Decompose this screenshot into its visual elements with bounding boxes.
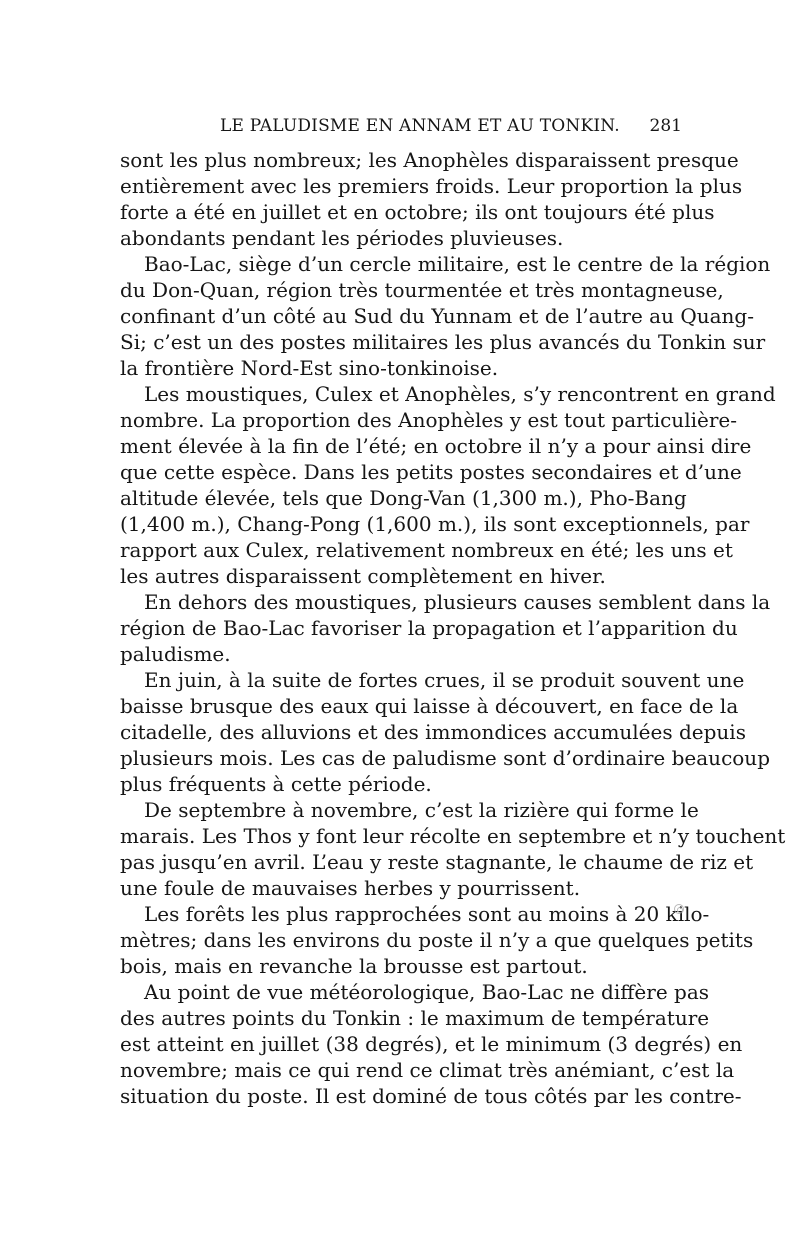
text-line-27: marais. Les Thos y font leur récolte en septembre et n’y touchent xyxy=(120,824,786,848)
text-line-30: Les forêts les plus rapprochées sont au moins à 20 kilo- xyxy=(144,902,710,926)
text-line-18: En dehors des moustiques, plusieurs causes semblent dans la xyxy=(144,590,771,614)
text-line-24: plusieurs mois. Les cas de paludisme sont d’ordinaire beaucoup xyxy=(120,746,770,770)
text-line-14: altitude élevée, tels que Dong-Van (1,300 m.), Pho-Bang xyxy=(120,486,687,510)
page-number: 281 xyxy=(649,116,682,136)
text-line-25: plus fréquents à cette période. xyxy=(120,772,432,796)
text-line-10: Les moustiques, Culex et Anophèles, s’y rencontrent en grand xyxy=(144,382,776,406)
text-line-7: confinant d’un côté au Sud du Yunnam et de l’autre au Quang- xyxy=(120,304,754,328)
text-line-13: que cette espèce. Dans les petits postes secondaires et d’une xyxy=(120,460,742,484)
text-line-17: les autres disparaissent complètement en hiver. xyxy=(120,564,606,588)
text-line-37: situation du poste. Il est dominé de tous côtés par les contre- xyxy=(120,1084,742,1108)
text-line-23: citadelle, des alluvions et des immondices accumulées depuis xyxy=(120,720,746,744)
text-line-9: la frontière Nord-Est sino-tonkinoise. xyxy=(120,356,499,380)
text-line-34: des autres points du Tonkin : le maximum de température xyxy=(120,1006,710,1030)
text-line-4: abondants pendant les périodes pluvieuses. xyxy=(120,226,564,250)
text-line-6: du Don-Quan, région très tourmentée et très montagneuse, xyxy=(120,278,724,302)
text-line-35: est atteint en juillet (38 degrés), et le minimum (3 degrés) en xyxy=(120,1032,743,1056)
text-line-11: nombre. La proportion des Anophèles y est tout particulière- xyxy=(120,408,737,432)
text-line-20: paludisme. xyxy=(120,642,231,666)
text-line-21: En juin, à la suite de fortes crues, il se produit souvent une xyxy=(144,668,745,692)
text-line-1: sont les plus nombreux; les Anophèles disparaissent presque xyxy=(120,148,739,172)
body-text xyxy=(120,147,786,1109)
text-line-29: une foule de mauvaises herbes y pourrissent. xyxy=(120,876,581,900)
text-line-33: Au point de vue météorologique, Bao-Lac ne diffère pas xyxy=(144,980,709,1004)
text-line-19: région de Bao-Lac favoriser la propagation et l’apparition du xyxy=(120,616,738,640)
text-line-28: pas jusqu’en avril. L’eau y reste stagnante, le chaume de riz et xyxy=(120,850,754,874)
text-line-16: rapport aux Culex, relativement nombreux en été; les uns et xyxy=(120,538,733,562)
running-title: LE PALUDISME EN ANNAM ET AU TONKIN. xyxy=(220,116,620,136)
text-line-36: novembre; mais ce qui rend ce climat très anémiant, c’est la xyxy=(120,1058,735,1082)
text-line-12: ment élevée à la fin de l’été; en octobre il n’y a pour ainsi dire xyxy=(120,434,752,458)
text-line-3: forte a été en juillet et en octobre; ils ont toujours été plus xyxy=(120,200,715,224)
text-line-26: De septembre à novembre, c’est la rizière qui forme le xyxy=(144,798,699,822)
small-circle-mark-icon xyxy=(674,904,684,914)
text-line-5: Bao-Lac, siège d’un cercle militaire, est le centre de la région xyxy=(144,252,771,276)
running-head xyxy=(120,116,682,140)
text-line-22: baisse brusque des eaux qui laisse à découvert, en face de la xyxy=(120,694,739,718)
text-line-8: Si; c’est un des postes militaires les plus avancés du Tonkin sur xyxy=(120,330,766,354)
text-line-15: (1,400 m.), Chang-Pong (1,600 m.), ils sont exceptionnels, par xyxy=(120,512,750,536)
text-line-31: mètres; dans les environs du poste il n’y a que quelques petits xyxy=(120,928,754,952)
text-line-2: entièrement avec les premiers froids. Leur proportion la plus xyxy=(120,174,743,198)
text-line-32: bois, mais en revanche la brousse est partout. xyxy=(120,954,588,978)
